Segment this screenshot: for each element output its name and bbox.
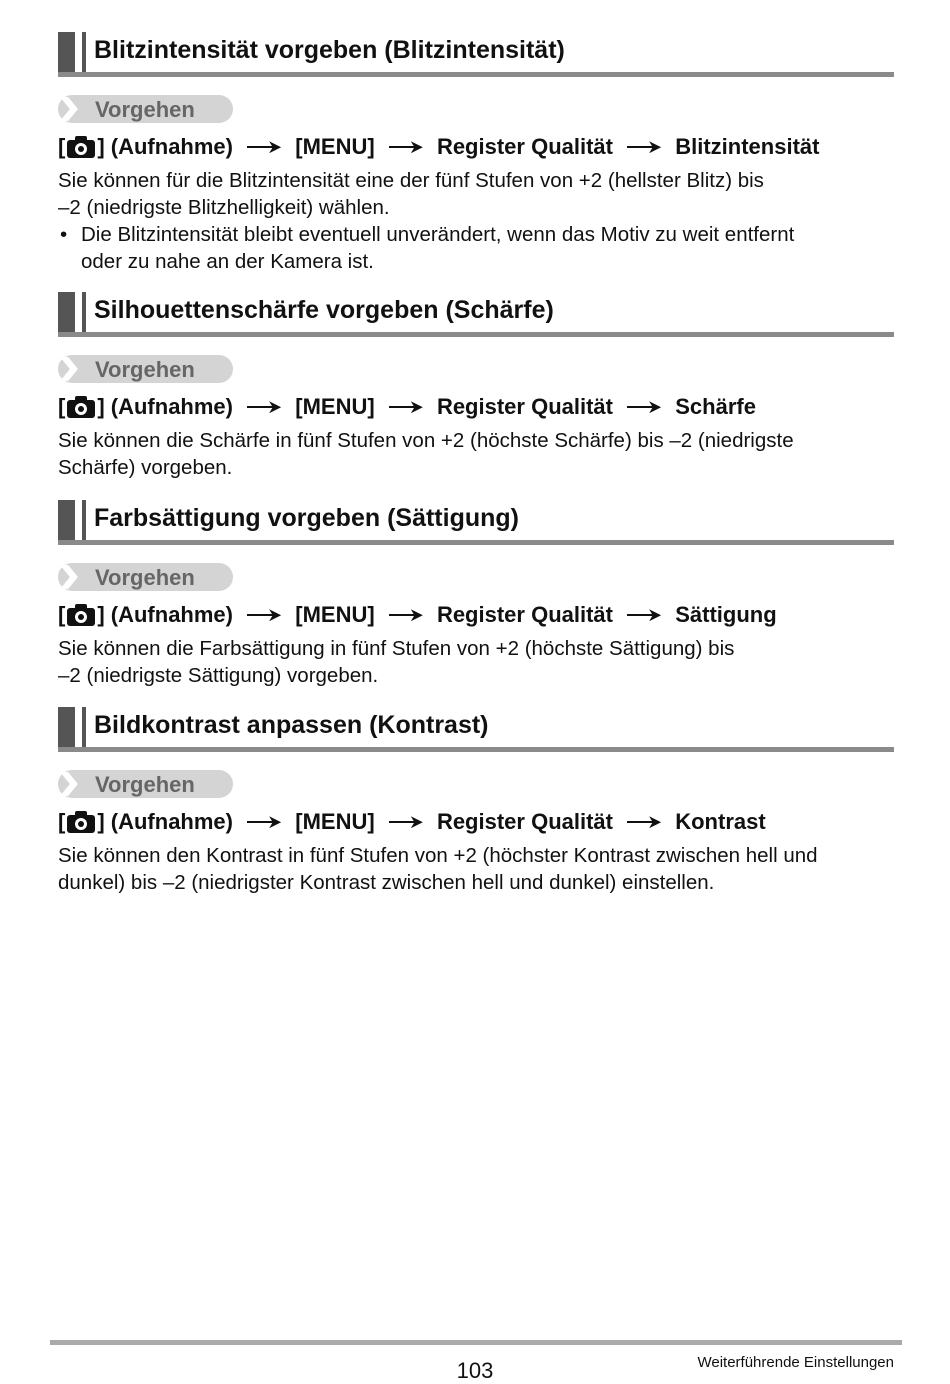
arrow-right-icon xyxy=(627,815,661,829)
arrow-right-icon xyxy=(389,140,423,154)
bracket-close: ] xyxy=(97,394,105,420)
arrow-right-icon xyxy=(247,608,281,622)
bracket-open: [ xyxy=(58,602,66,628)
procedure-badge xyxy=(58,355,233,383)
section-flash-intensity xyxy=(58,32,894,275)
arrow-right-icon xyxy=(389,400,423,414)
camera-icon xyxy=(67,136,95,158)
chevron-right-icon xyxy=(60,97,78,121)
camera-icon xyxy=(67,396,95,418)
description-line: Sie können den Kontrast in fünf Stufen von +2 (höchster Kontrast zwischen hell und xyxy=(58,844,818,867)
section-title: Blitzintensität vorgeben (Blitzintensität) xyxy=(94,36,565,64)
bracket-close: ] xyxy=(97,809,105,835)
description xyxy=(58,635,894,689)
procedure-label: Vorgehen xyxy=(95,772,195,797)
heading-bar xyxy=(82,292,86,332)
menu-path xyxy=(58,599,894,629)
section-heading xyxy=(58,292,894,337)
procedure-label: Vorgehen xyxy=(95,97,195,122)
menu-path xyxy=(58,391,894,421)
path-item: Schärfe xyxy=(675,394,756,420)
procedure-label: Vorgehen xyxy=(95,565,195,590)
path-mode: (Aufnahme) xyxy=(110,602,233,628)
description-line: Schärfe) vorgeben. xyxy=(58,456,233,479)
section-contrast xyxy=(58,707,894,896)
heading-bar xyxy=(58,707,75,747)
path-tab: Register Qualität xyxy=(436,394,613,420)
bullet-marker: • xyxy=(60,223,68,246)
section-saturation xyxy=(58,500,894,689)
camera-icon xyxy=(67,811,95,833)
chevron-right-icon xyxy=(60,565,78,589)
heading-bar xyxy=(58,500,75,540)
camera-icon xyxy=(67,604,95,626)
arrow-right-icon xyxy=(627,140,661,154)
section-title: Bildkontrast anpassen (Kontrast) xyxy=(94,711,489,739)
bracket-close: ] xyxy=(97,602,105,628)
path-mode: (Aufnahme) xyxy=(110,809,233,835)
chevron-right-icon xyxy=(60,772,78,796)
description xyxy=(58,427,894,481)
description-line: –2 (niedrigste Blitzhelligkeit) wählen. xyxy=(58,196,390,219)
bracket-open: [ xyxy=(58,394,66,420)
description-line: Sie können die Farbsättigung in fünf Stufen von +2 (höchste Sättigung) bis xyxy=(58,637,735,660)
bracket-open: [ xyxy=(58,134,66,160)
arrow-right-icon xyxy=(247,815,281,829)
path-mode: (Aufnahme) xyxy=(110,394,233,420)
arrow-right-icon xyxy=(389,815,423,829)
procedure-badge xyxy=(58,95,233,123)
arrow-right-icon xyxy=(247,400,281,414)
section-heading xyxy=(58,32,894,77)
path-tab: Register Qualität xyxy=(436,602,613,628)
procedure-badge xyxy=(58,563,233,591)
section-heading xyxy=(58,500,894,545)
procedure-label: Vorgehen xyxy=(95,357,195,382)
bracket-close: ] xyxy=(97,134,105,160)
path-item: Blitzintensität xyxy=(675,134,820,160)
description-line: dunkel) bis –2 (niedrigster Kontrast zwischen hell und dunkel) einstellen. xyxy=(58,871,715,894)
menu-path xyxy=(58,806,894,836)
heading-bar xyxy=(82,32,86,72)
description xyxy=(58,167,894,221)
heading-bar xyxy=(58,292,75,332)
footer-rule xyxy=(50,1340,902,1345)
path-tab: Register Qualität xyxy=(436,134,613,160)
arrow-right-icon xyxy=(627,400,661,414)
note-bullet xyxy=(58,221,894,275)
chevron-right-icon xyxy=(60,357,78,381)
description-line: Sie können für die Blitzintensität eine der fünf Stufen von +2 (hellster Blitz) bis xyxy=(58,169,764,192)
path-item: Kontrast xyxy=(675,809,766,835)
section-sharpness xyxy=(58,292,894,481)
section-title: Silhouettenschärfe vorgeben (Schärfe) xyxy=(94,296,554,324)
arrow-right-icon xyxy=(627,608,661,622)
section-heading xyxy=(58,707,894,752)
description-line: Sie können die Schärfe in fünf Stufen von +2 (höchste Schärfe) bis –2 (niedrigste xyxy=(58,429,794,452)
heading-bar xyxy=(82,707,86,747)
footer-section-name: Weiterführende Einstellungen xyxy=(697,1354,894,1371)
arrow-right-icon xyxy=(389,608,423,622)
path-menu: [MENU] xyxy=(295,809,375,835)
section-title: Farbsättigung vorgeben (Sättigung) xyxy=(94,504,519,532)
path-menu: [MENU] xyxy=(295,134,375,160)
note-line: Die Blitzintensität bleibt eventuell unverändert, wenn das Motiv zu weit entfernt xyxy=(81,223,795,246)
arrow-right-icon xyxy=(247,140,281,154)
page-number: 103 xyxy=(456,1358,494,1383)
path-tab: Register Qualität xyxy=(436,809,613,835)
path-item: Sättigung xyxy=(675,602,777,628)
bracket-open: [ xyxy=(58,809,66,835)
path-menu: [MENU] xyxy=(295,394,375,420)
procedure-badge xyxy=(58,770,233,798)
description xyxy=(58,842,894,896)
heading-bar xyxy=(58,32,75,72)
path-menu: [MENU] xyxy=(295,602,375,628)
path-mode: (Aufnahme) xyxy=(110,134,233,160)
heading-bar xyxy=(82,500,86,540)
description-line: –2 (niedrigste Sättigung) vorgeben. xyxy=(58,664,379,687)
menu-path xyxy=(58,131,894,161)
note-line: oder zu nahe an der Kamera ist. xyxy=(81,250,374,273)
